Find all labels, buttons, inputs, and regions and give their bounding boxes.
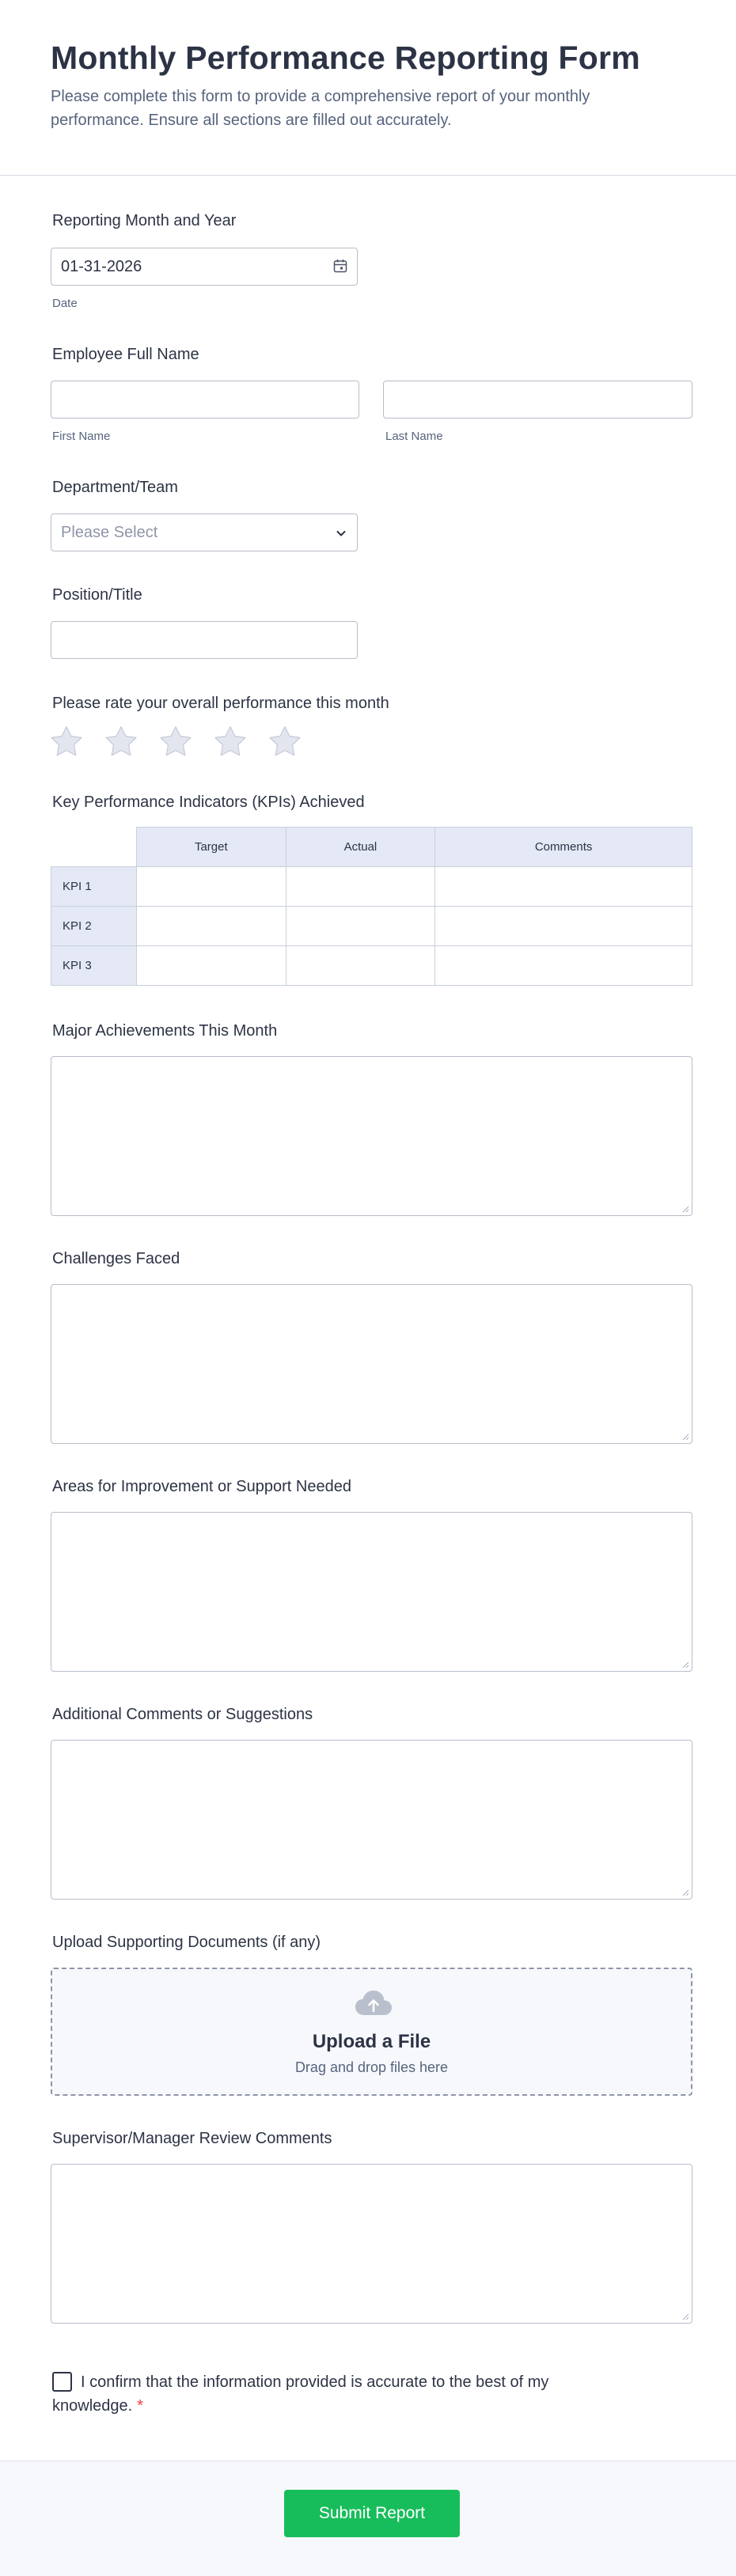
department-label: Department/Team [52, 479, 178, 496]
rating-label: Please rate your overall performance this month [52, 695, 389, 712]
reporting-date-value: 01-31-2026 [61, 258, 142, 275]
kpi-input-cell[interactable] [137, 907, 286, 946]
kpi-input-cell[interactable] [286, 907, 435, 946]
employee-name-label: Employee Full Name [52, 346, 199, 363]
chevron-down-icon [335, 527, 347, 540]
kpi-header-row [51, 828, 692, 867]
confirm-checkbox[interactable] [52, 2372, 72, 2392]
upload-title: Upload a File [312, 2031, 431, 2052]
supervisor-label: Supervisor/Manager Review Comments [52, 2130, 332, 2147]
last-name-sublabel: Last Name [385, 430, 443, 443]
date-sublabel: Date [52, 297, 78, 310]
department-select[interactable] [51, 513, 358, 551]
supervisor-textarea[interactable] [51, 2164, 692, 2324]
resize-grip-icon[interactable] [681, 2313, 689, 2320]
table-row [51, 946, 692, 986]
kpi-input-cell[interactable] [435, 867, 692, 907]
star-icon[interactable] [49, 725, 84, 760]
first-name-sublabel: First Name [52, 430, 111, 443]
resize-grip-icon[interactable] [681, 1661, 689, 1669]
page-subtitle: Please complete this form to provide a comprehensive report of your monthly performance. Ensure all sections are filled out accurately. [51, 88, 590, 129]
kpi-input-cell[interactable] [286, 867, 435, 907]
improvement-label: Areas for Improvement or Support Needed [52, 1478, 351, 1495]
kpi-column-header: Target [137, 828, 286, 867]
confirm-text: I confirm that the information provided is accurate to the best of my knowledge. [52, 2373, 549, 2415]
improvement-textarea[interactable] [51, 1512, 692, 1672]
kpi-input-cell[interactable] [435, 946, 692, 986]
confirm-statement [52, 2370, 606, 2418]
file-upload-dropzone[interactable] [51, 1968, 692, 2096]
kpi-column-header: Comments [435, 828, 692, 867]
reporting-month-label: Reporting Month and Year [52, 212, 237, 229]
star-icon[interactable] [267, 725, 302, 760]
kpi-input-cell[interactable] [137, 946, 286, 986]
achievements-label: Major Achievements This Month [52, 1022, 278, 1040]
last-name-input[interactable] [383, 381, 692, 419]
form-header [0, 0, 736, 176]
calendar-icon[interactable] [333, 259, 347, 273]
star-icon[interactable] [213, 725, 248, 760]
kpi-row-header: KPI 3 [51, 946, 137, 986]
star-icon[interactable] [104, 725, 138, 760]
kpi-input-cell[interactable] [286, 946, 435, 986]
upload-hint: Drag and drop files here [294, 2059, 449, 2075]
kpi-corner-cell [51, 828, 137, 867]
position-label: Position/Title [52, 586, 142, 604]
kpi-column-header: Actual [286, 828, 435, 867]
resize-grip-icon[interactable] [681, 1205, 689, 1213]
achievements-textarea[interactable] [51, 1056, 692, 1216]
submit-button[interactable]: Submit Report [284, 2490, 460, 2537]
kpi-input-cell[interactable] [435, 907, 692, 946]
additional-textarea[interactable] [51, 1740, 692, 1900]
additional-label: Additional Comments or Suggestions [52, 1706, 313, 1723]
required-asterisk: * [137, 2397, 143, 2415]
reporting-date-input[interactable] [51, 248, 358, 286]
upload-label: Upload Supporting Documents (if any) [52, 1934, 321, 1951]
form-footer [0, 2461, 736, 2576]
resize-grip-icon[interactable] [681, 1433, 689, 1441]
kpi-table [51, 827, 692, 986]
challenges-textarea[interactable] [51, 1284, 692, 1444]
department-placeholder: Please Select [61, 524, 158, 541]
resize-grip-icon[interactable] [681, 1888, 689, 1896]
star-icon[interactable] [158, 725, 193, 760]
kpi-input-cell[interactable] [137, 867, 286, 907]
first-name-input[interactable] [51, 381, 359, 419]
challenges-label: Challenges Faced [52, 1250, 180, 1267]
page-title: Monthly Performance Reporting Form [51, 40, 640, 76]
kpi-row-header: KPI 1 [51, 867, 137, 907]
cloud-upload-icon [354, 1988, 393, 2018]
kpi-row-header: KPI 2 [51, 907, 137, 946]
table-row [51, 907, 692, 946]
position-input[interactable] [51, 621, 358, 659]
kpi-table-label: Key Performance Indicators (KPIs) Achieved [52, 794, 365, 811]
table-row [51, 867, 692, 907]
